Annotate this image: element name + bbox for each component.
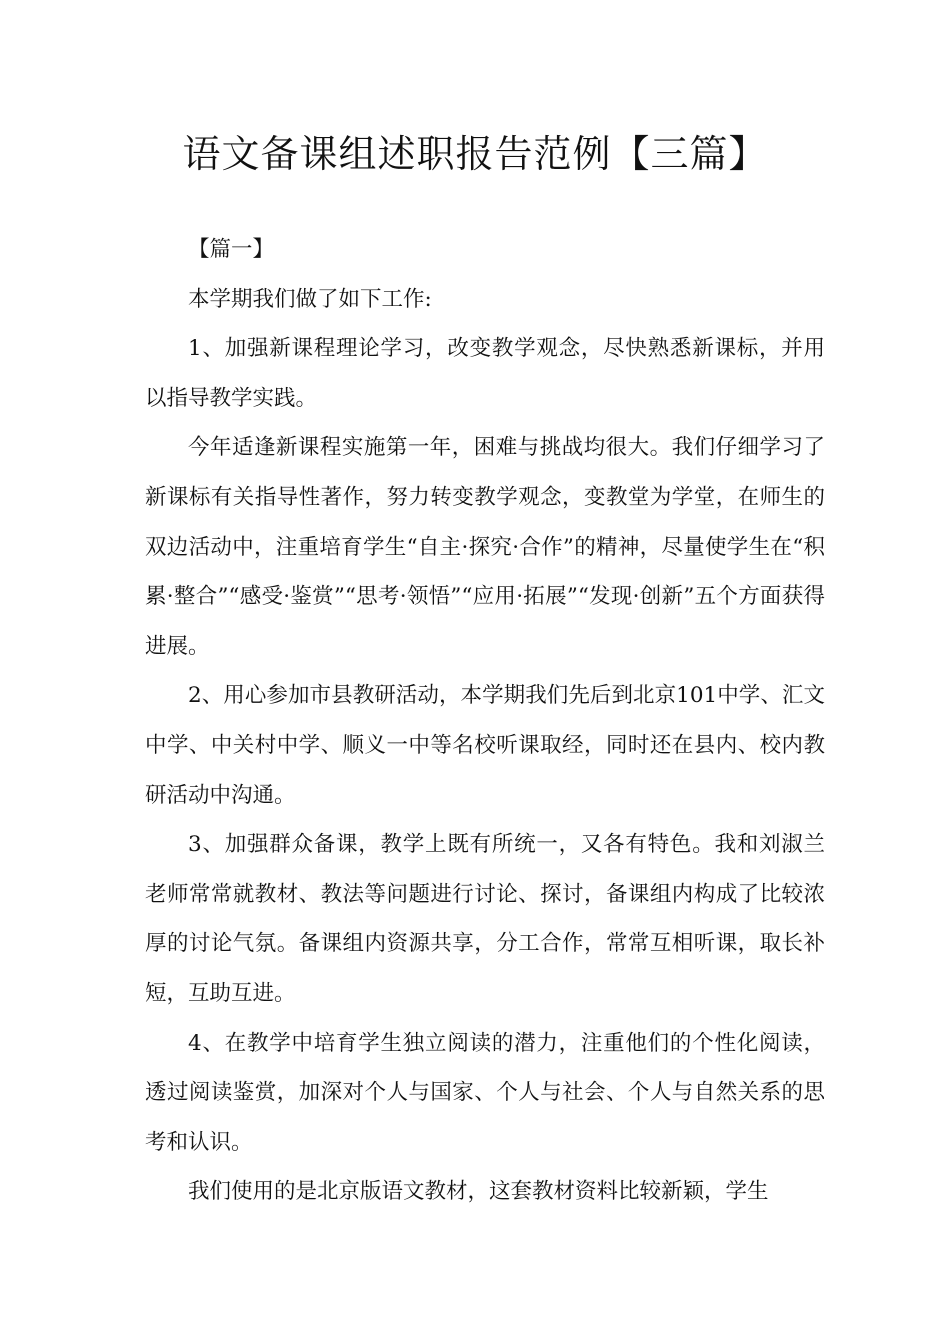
paragraph: 本学期我们做了如下工作:: [188, 286, 432, 312]
paragraph: 3、加强群众备课，教学上既有所统一，又各有特色。我和刘淑兰老师常常就教材、教法等问题进行讨论、探讨，备课组内构成了比较浓厚的讨论气氛。备课组内资源共享，分工合作，常常互相听课，取长补短，互助互进。: [145, 832, 825, 1006]
paragraph: 今年适逢新课程实施第一年，困难与挑战均很大。我们仔细学习了新课标有关指导性著作，努力转变教学观念，变教堂为学堂，在师生的双边活动中，注重培育学生“自主·探究·合作”的精神，尽量使学生在“积累·整合”“感受·鉴赏”“思考·领悟”“应用·拓展”“发现·创新”五个方面获得进展。: [145, 435, 825, 659]
paragraph: 2、用心参加市县教研活动，本学期我们先后到北京101中学、汇文中学、中关村中学、顺义一中等名校听课取经，同时还在县内、校内教研活动中沟通。: [145, 683, 825, 808]
paragraph: 我们使用的是北京版语文教材，这套教材资料比较新颖，学生: [188, 1179, 769, 1205]
section-heading: 【篇一】: [188, 237, 275, 262]
document-body: [145, 225, 825, 1217]
paragraph: 1、加强新课程理论学习，改变教学观念，尽快熟悉新课标，并用以指导教学实践。: [145, 336, 825, 411]
paragraph: 4、在教学中培育学生独立阅读的潜力，注重他们的个性化阅读，透过阅读鉴赏，加深对个人与国家、个人与社会、个人与自然关系的思考和认识。: [145, 1030, 825, 1155]
document-title: 语文备课组述职报告范例【三篇】: [182, 132, 768, 176]
